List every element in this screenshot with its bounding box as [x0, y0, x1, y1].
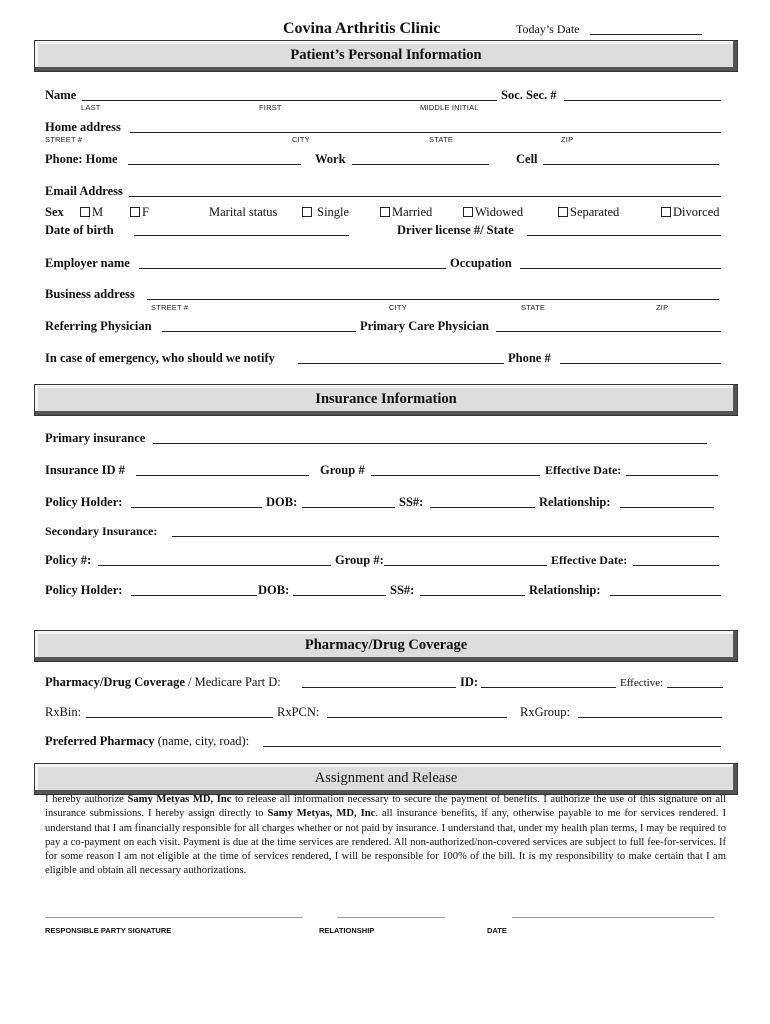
primary-care-field[interactable] — [496, 331, 721, 332]
cell-field[interactable] — [543, 164, 719, 165]
effective-date2-field[interactable] — [633, 565, 719, 566]
policy-ss2-field[interactable] — [420, 595, 525, 596]
occupation-field[interactable] — [520, 268, 721, 269]
pharmacy-title: Pharmacy/Drug Coverage — [304, 637, 468, 653]
relationship-label: Relationship: — [539, 495, 611, 509]
pharmacy-effective-label: Effective: — [620, 677, 664, 689]
pharmacy-banner — [34, 630, 738, 662]
pharmacy-coverage-label: Pharmacy/Drug Coverage / Medicare Part D: — [45, 675, 281, 689]
assignment-banner — [34, 763, 738, 795]
emergency-contact-label: In case of emergency, who should we notify — [45, 351, 275, 365]
signature-field[interactable] — [45, 917, 303, 918]
checkbox-icon[interactable] — [80, 207, 90, 217]
phone-home-label: Phone: Home — [45, 152, 118, 166]
name-field[interactable] — [82, 100, 497, 101]
group-label: Group # — [320, 463, 365, 477]
policy-dob2-field[interactable] — [293, 595, 386, 596]
pharmacy-id-field[interactable] — [481, 687, 616, 688]
business-address-field[interactable] — [147, 299, 719, 300]
addr-sub-street: STREET # — [45, 135, 83, 144]
work-field[interactable] — [352, 164, 489, 165]
signature-relationship-field[interactable] — [337, 917, 445, 918]
marital-widowed-option[interactable]: Widowed — [463, 205, 523, 220]
personal-info-banner — [34, 40, 738, 72]
baddr-sub-street: STREET # — [151, 303, 189, 312]
todays-date-field[interactable] — [590, 34, 702, 35]
checkbox-icon[interactable] — [302, 207, 312, 217]
baddr-sub-city: CITY — [389, 303, 407, 312]
preferred-pharmacy-label: Preferred Pharmacy (name, city, road): — [45, 734, 250, 748]
business-address-label: Business address — [45, 287, 135, 301]
rxbin-field[interactable] — [86, 717, 273, 718]
insurance-id-field[interactable] — [136, 475, 309, 476]
policy-ss-label: SS#: — [399, 495, 424, 509]
relationship-field[interactable] — [620, 507, 714, 508]
policy-holder-field[interactable] — [131, 507, 262, 508]
marital-single-option[interactable]: Single — [302, 205, 349, 220]
marital-status-label: Marital status — [209, 205, 278, 219]
policy-holder2-field[interactable] — [131, 595, 257, 596]
policy-number-field[interactable] — [98, 565, 331, 566]
group-field[interactable] — [371, 475, 540, 476]
emergency-contact-field[interactable] — [298, 363, 504, 364]
license-field[interactable] — [527, 235, 721, 236]
name-sub-last: LAST — [81, 103, 101, 112]
marital-separated-option[interactable]: Separated — [558, 205, 619, 220]
referring-physician-field[interactable] — [162, 331, 356, 332]
rxpcn-field[interactable] — [327, 717, 507, 718]
policy-dob2-label: DOB: — [258, 583, 290, 597]
email-label: Email Address — [45, 184, 123, 198]
dob-field[interactable] — [134, 235, 349, 236]
name-label: Name — [45, 88, 77, 102]
employer-label: Employer name — [45, 256, 130, 270]
insurance-title: Insurance Information — [315, 391, 457, 407]
policy-dob-label: DOB: — [266, 495, 298, 509]
cell-label: Cell — [516, 152, 538, 166]
policy-ss2-label: SS#: — [390, 583, 415, 597]
occupation-label: Occupation — [450, 256, 512, 270]
sex-label: Sex — [45, 205, 64, 219]
marital-divorced-option[interactable]: Divorced — [661, 205, 720, 220]
checkbox-icon[interactable] — [661, 207, 671, 217]
assignment-title: Assignment and Release — [314, 770, 458, 786]
personal-info-title: Patient’s Personal Information — [290, 47, 482, 63]
checkbox-icon[interactable] — [558, 207, 568, 217]
marital-married-option[interactable]: Married — [380, 205, 432, 220]
name-sub-middle: MIDDLE INITIAL — [420, 103, 479, 112]
effective-date2-label: Effective Date: — [551, 553, 628, 567]
policy-ss-field[interactable] — [430, 507, 535, 508]
effective-date-label: Effective Date: — [545, 463, 622, 477]
addr-sub-state: STATE — [429, 135, 454, 144]
group2-field[interactable] — [384, 565, 547, 566]
addr-sub-zip: ZIP — [561, 135, 574, 144]
signature-label: RESPONSIBLE PARTY SIGNATURE — [45, 926, 172, 935]
checkbox-icon[interactable] — [463, 207, 473, 217]
effective-date-field[interactable] — [626, 475, 718, 476]
addr-sub-city: CITY — [292, 135, 310, 144]
secondary-insurance-field[interactable] — [172, 536, 719, 537]
checkbox-icon[interactable] — [380, 207, 390, 217]
clinic-name: Covina Arthritis Clinic — [283, 20, 441, 37]
home-address-field[interactable] — [130, 132, 721, 133]
employer-field[interactable] — [139, 268, 446, 269]
sex-m-option[interactable]: M — [80, 205, 103, 220]
rxpcn-label: RxPCN: — [277, 705, 320, 719]
emergency-phone-label: Phone # — [508, 351, 551, 365]
rxbin-label: RxBin: — [45, 705, 82, 719]
work-label: Work — [315, 152, 346, 166]
pharmacy-effective-field[interactable] — [667, 687, 723, 688]
policy-holder2-label: Policy Holder: — [45, 583, 123, 597]
license-label: Driver license #/ State — [397, 223, 514, 237]
assignment-paragraph: I hereby authorize Samy Metyas MD, Inc to release all information necessary to secure the payment of benefits. I authorize the use of this signature on all insurance submissions. I hereby assign directly to Samy Metyas, MD, Inc. all insurance benefits, if any, otherwise payable to me for services rendered. I understand that I am financially responsible for all charges whether or not paid by insurance. I understand that, under my health plan terms, I may be required to pay a co-payment on each visit. Payment is due at the time services are rendered. All non-authorized/non-covered services are subject to full fee-for-services. If for some reason I am not eligible at the time of services rendered, I will be responsible for 100% of the bill. It is my responsibility to make certain that I am eligible and obtain all necessary authorizations. — [45, 794, 726, 877]
signature-date-field[interactable] — [512, 917, 714, 918]
primary-care-label: Primary Care Physician — [360, 319, 489, 333]
relationship2-field[interactable] — [610, 595, 721, 596]
phone-home-field[interactable] — [128, 164, 301, 165]
policy-holder-label: Policy Holder: — [45, 495, 123, 509]
signature-date-label: DATE — [487, 926, 507, 935]
dob-label: Date of birth — [45, 223, 114, 237]
relationship2-label: Relationship: — [529, 583, 601, 597]
emergency-phone-field[interactable] — [560, 363, 721, 364]
group2-label: Group #: — [335, 553, 384, 567]
insurance-banner — [34, 384, 738, 416]
primary-insurance-field[interactable] — [153, 443, 707, 444]
name-sub-first: FIRST — [259, 103, 282, 112]
email-field[interactable] — [129, 196, 721, 197]
primary-insurance-label: Primary insurance — [45, 431, 146, 445]
preferred-pharmacy-field[interactable] — [263, 746, 721, 747]
insurance-id-label: Insurance ID # — [45, 463, 125, 477]
baddr-sub-state: STATE — [521, 303, 546, 312]
pharmacy-coverage-field[interactable] — [302, 687, 456, 688]
checkbox-icon[interactable] — [130, 207, 140, 217]
todays-date-label: Today’s Date — [516, 22, 580, 36]
referring-physician-label: Referring Physician — [45, 319, 152, 333]
rxgroup-field[interactable] — [578, 717, 722, 718]
pharmacy-id-label: ID: — [460, 675, 479, 689]
rxgroup-label: RxGroup: — [520, 705, 570, 719]
signature-relationship-label: RELATIONSHIP — [319, 926, 375, 935]
baddr-sub-zip: ZIP — [656, 303, 669, 312]
home-address-label: Home address — [45, 120, 121, 134]
sex-f-option[interactable]: F — [130, 205, 149, 220]
ssn-field[interactable] — [564, 100, 721, 101]
secondary-insurance-label: Secondary Insurance: — [45, 524, 158, 538]
ssn-label: Soc. Sec. # — [501, 88, 557, 102]
policy-dob-field[interactable] — [302, 507, 395, 508]
policy-number-label: Policy #: — [45, 553, 92, 567]
